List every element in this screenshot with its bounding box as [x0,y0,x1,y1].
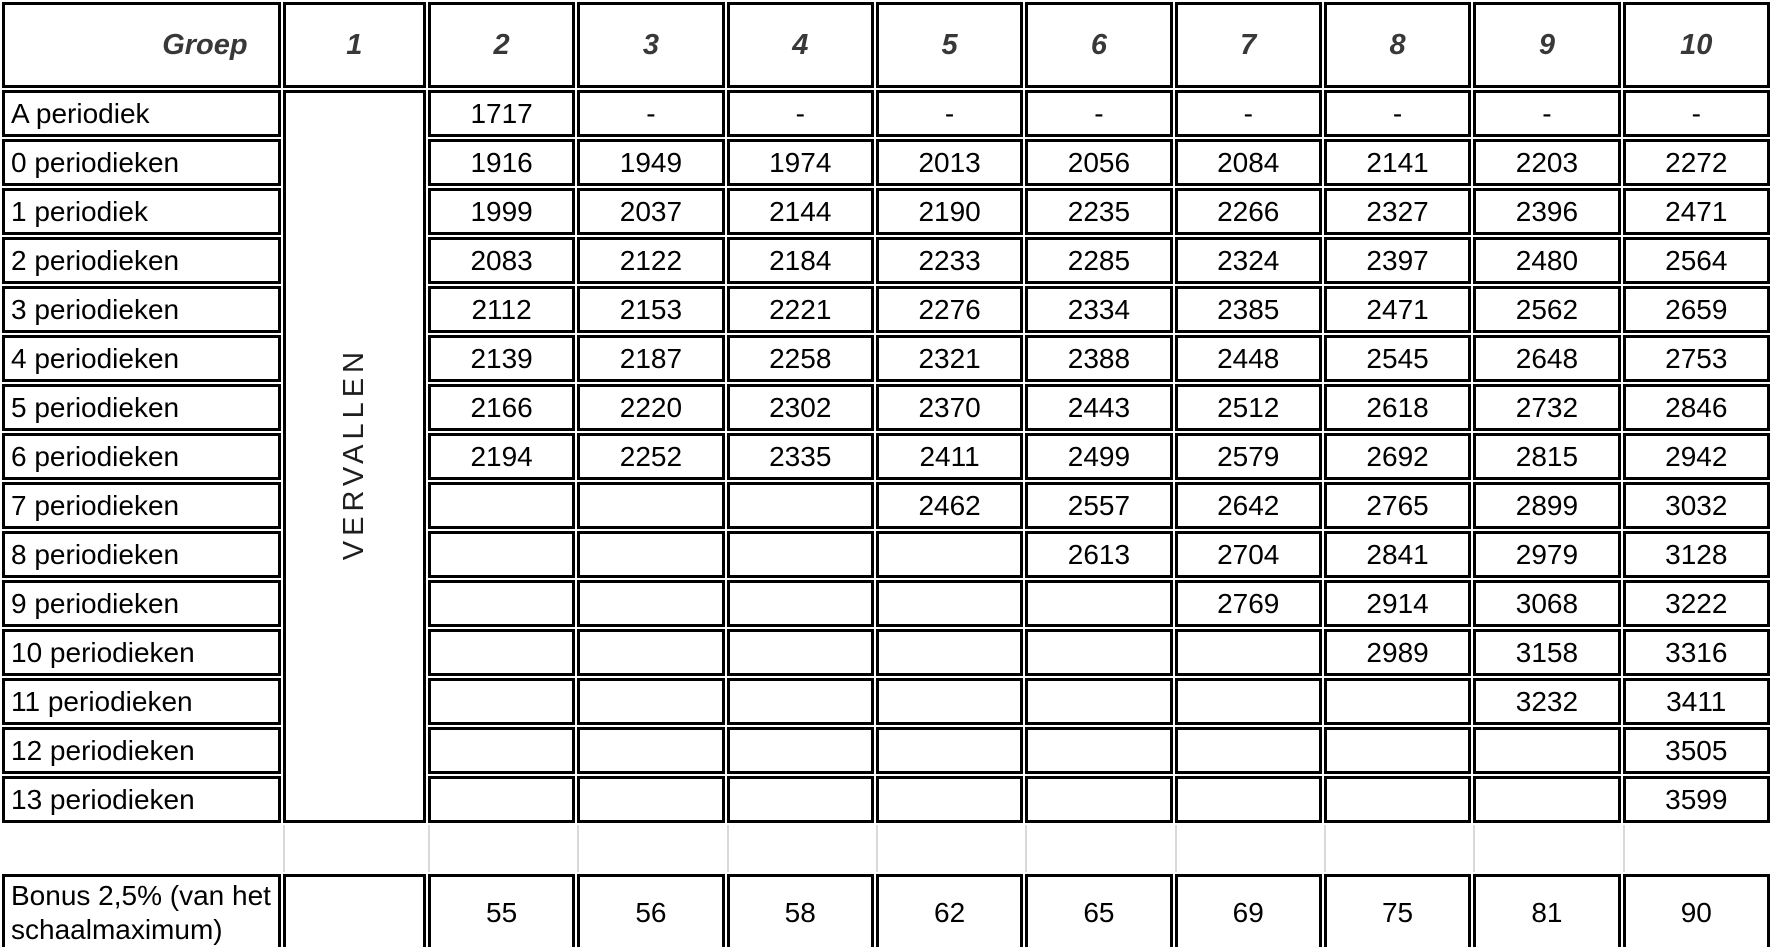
table-row [2,776,1770,823]
bonus-value-cell: 55 [428,874,575,947]
value-cell: 2704 [1175,531,1322,578]
value-cell: 2141 [1324,139,1471,186]
value-cell: 2190 [876,188,1023,235]
row-label: 8 periodieken [2,531,281,578]
bonus-value-cell: 81 [1473,874,1620,947]
value-cell: 1717 [428,90,575,137]
bonus-label: Bonus 2,5% (van het schaalmaximum) [2,874,281,947]
table-row [2,678,1770,725]
table-row [2,139,1770,186]
value-cell: - [1324,90,1471,137]
value-cell [1473,776,1620,823]
value-cell: 2480 [1473,237,1620,284]
table-row [2,188,1770,235]
value-cell: 1916 [428,139,575,186]
value-cell: - [1473,90,1620,137]
value-cell: 2753 [1623,335,1770,382]
value-cell: 2732 [1473,384,1620,431]
column-header-4: 4 [727,2,874,88]
value-cell: - [1025,90,1172,137]
value-cell: 1949 [577,139,724,186]
spacer-cell [876,825,1023,872]
value-cell [876,727,1023,774]
header-row [2,2,1770,88]
value-cell: 2989 [1324,629,1471,676]
value-cell: 2220 [577,384,724,431]
value-cell [1324,678,1471,725]
row-label: 5 periodieken [2,384,281,431]
value-cell: 2334 [1025,286,1172,333]
bonus-empty-cell [283,874,426,947]
spacer-cell [2,825,281,872]
value-cell [1175,678,1322,725]
value-cell [428,580,575,627]
value-cell: 2448 [1175,335,1322,382]
value-cell: - [727,90,874,137]
table-row [2,335,1770,382]
column-header-3: 3 [577,2,724,88]
spacer-cell [1175,825,1322,872]
spacer-row [2,825,1770,872]
value-cell: 2769 [1175,580,1322,627]
value-cell: 1974 [727,139,874,186]
spacer-cell [1473,825,1620,872]
value-cell: 1999 [428,188,575,235]
value-cell: 2324 [1175,237,1322,284]
table-row [2,90,1770,137]
bonus-row [2,874,1770,947]
value-cell [577,482,724,529]
value-cell: 2396 [1473,188,1620,235]
bonus-value-cell: 65 [1025,874,1172,947]
value-cell [1324,776,1471,823]
value-cell: 2144 [727,188,874,235]
value-cell: 2221 [727,286,874,333]
value-cell: 2914 [1324,580,1471,627]
table-row [2,237,1770,284]
table-row [2,727,1770,774]
value-cell: 2942 [1623,433,1770,480]
value-cell: 2397 [1324,237,1471,284]
value-cell: 2272 [1623,139,1770,186]
value-cell [428,531,575,578]
value-cell [1025,629,1172,676]
value-cell: 2153 [577,286,724,333]
column-header-2: 2 [428,2,575,88]
value-cell: 2166 [428,384,575,431]
value-cell [428,629,575,676]
spacer-cell [283,825,426,872]
value-cell: 3032 [1623,482,1770,529]
value-cell [727,678,874,725]
spacer-cell [1623,825,1770,872]
value-cell: 2618 [1324,384,1471,431]
groep-header: Groep [2,2,281,88]
value-cell: 2562 [1473,286,1620,333]
value-cell: 2499 [1025,433,1172,480]
value-cell: 2899 [1473,482,1620,529]
value-cell: 2084 [1175,139,1322,186]
value-cell: 2443 [1025,384,1172,431]
value-cell: - [1175,90,1322,137]
value-cell: 2370 [876,384,1023,431]
row-label: 12 periodieken [2,727,281,774]
value-cell: 2979 [1473,531,1620,578]
row-label: 10 periodieken [2,629,281,676]
value-cell [1025,727,1172,774]
value-cell: 2013 [876,139,1023,186]
value-cell: 3222 [1623,580,1770,627]
value-cell: 2266 [1175,188,1322,235]
value-cell [428,727,575,774]
value-cell: 2184 [727,237,874,284]
value-cell: 2285 [1025,237,1172,284]
value-cell: 2112 [428,286,575,333]
table-row [2,286,1770,333]
spacer-cell [428,825,575,872]
value-cell: 3128 [1623,531,1770,578]
value-cell: 3599 [1623,776,1770,823]
value-cell: 2659 [1623,286,1770,333]
value-cell: - [577,90,724,137]
row-label: 9 periodieken [2,580,281,627]
value-cell [727,776,874,823]
value-cell: - [876,90,1023,137]
value-cell: 3316 [1623,629,1770,676]
value-cell: 2765 [1324,482,1471,529]
value-cell [428,482,575,529]
value-cell: 3232 [1473,678,1620,725]
bonus-value-cell: 69 [1175,874,1322,947]
value-cell [1324,727,1471,774]
value-cell: 2512 [1175,384,1322,431]
value-cell: 2276 [876,286,1023,333]
bonus-value-cell: 56 [577,874,724,947]
value-cell: 2613 [1025,531,1172,578]
value-cell: 3158 [1473,629,1620,676]
value-cell: 2471 [1324,286,1471,333]
value-cell [1025,776,1172,823]
column-header-7: 7 [1175,2,1322,88]
value-cell [727,580,874,627]
value-cell: 2194 [428,433,575,480]
value-cell [876,531,1023,578]
table-row [2,482,1770,529]
table-body [2,90,1770,823]
row-label: 13 periodieken [2,776,281,823]
bonus-value-cell: 58 [727,874,874,947]
value-cell [876,580,1023,627]
value-cell: 2411 [876,433,1023,480]
spacer-cell [727,825,874,872]
row-label: 4 periodieken [2,335,281,382]
value-cell: 2233 [876,237,1023,284]
spacer-cell [1324,825,1471,872]
bonus-value-cell: 75 [1324,874,1471,947]
value-cell: 2122 [577,237,724,284]
value-cell [1175,727,1322,774]
value-cell: 2557 [1025,482,1172,529]
value-cell: 2258 [727,335,874,382]
value-cell: 2648 [1473,335,1620,382]
value-cell: 2388 [1025,335,1172,382]
value-cell: 2203 [1473,139,1620,186]
value-cell: 2642 [1175,482,1322,529]
table-row [2,384,1770,431]
value-cell: 2471 [1623,188,1770,235]
value-cell: 3505 [1623,727,1770,774]
spacer-cell [1025,825,1172,872]
value-cell [577,629,724,676]
value-cell: 2187 [577,335,724,382]
value-cell [727,629,874,676]
row-label: 6 periodieken [2,433,281,480]
bonus-value-cell: 90 [1623,874,1770,947]
value-cell: 2692 [1324,433,1471,480]
value-cell: 2846 [1623,384,1770,431]
value-cell: 2139 [428,335,575,382]
value-cell [727,482,874,529]
spacer-cell [577,825,724,872]
row-label: 7 periodieken [2,482,281,529]
bonus-value-cell: 62 [876,874,1023,947]
value-cell: 2564 [1623,237,1770,284]
column-header-9: 9 [1473,2,1620,88]
row-label: 0 periodieken [2,139,281,186]
value-cell [876,629,1023,676]
value-cell [1473,727,1620,774]
table-row [2,433,1770,480]
row-label: A periodiek [2,90,281,137]
column-header-8: 8 [1324,2,1471,88]
value-cell: 2579 [1175,433,1322,480]
table-row [2,580,1770,627]
row-label: 3 periodieken [2,286,281,333]
value-cell: 2083 [428,237,575,284]
value-cell: 2462 [876,482,1023,529]
vervallen-merged-cell [283,90,426,823]
value-cell [577,727,724,774]
value-cell: 2327 [1324,188,1471,235]
row-label: 2 periodieken [2,237,281,284]
value-cell [577,678,724,725]
value-cell: 2037 [577,188,724,235]
table-row [2,531,1770,578]
value-cell: 2235 [1025,188,1172,235]
value-cell: 2815 [1473,433,1620,480]
value-cell: 3411 [1623,678,1770,725]
value-cell [727,727,874,774]
column-header-5: 5 [876,2,1023,88]
value-cell [428,678,575,725]
value-cell: 2841 [1324,531,1471,578]
value-cell: 2545 [1324,335,1471,382]
value-cell [1175,776,1322,823]
value-cell [577,580,724,627]
value-cell [428,776,575,823]
value-cell [1175,629,1322,676]
row-label: 11 periodieken [2,678,281,725]
value-cell [876,678,1023,725]
value-cell [727,531,874,578]
value-cell: - [1623,90,1770,137]
value-cell: 2385 [1175,286,1322,333]
value-cell [1025,580,1172,627]
vervallen-label: VERVALLEN [337,347,370,561]
value-cell: 2252 [577,433,724,480]
table-row [2,629,1770,676]
value-cell [577,531,724,578]
value-cell: 3068 [1473,580,1620,627]
value-cell: 2321 [876,335,1023,382]
value-cell [577,776,724,823]
column-header-1: 1 [283,2,426,88]
value-cell: 2056 [1025,139,1172,186]
value-cell: 2302 [727,384,874,431]
row-label: 1 periodiek [2,188,281,235]
value-cell: 2335 [727,433,874,480]
column-header-6: 6 [1025,2,1172,88]
value-cell [1025,678,1172,725]
column-header-10: 10 [1623,2,1770,88]
value-cell [876,776,1023,823]
